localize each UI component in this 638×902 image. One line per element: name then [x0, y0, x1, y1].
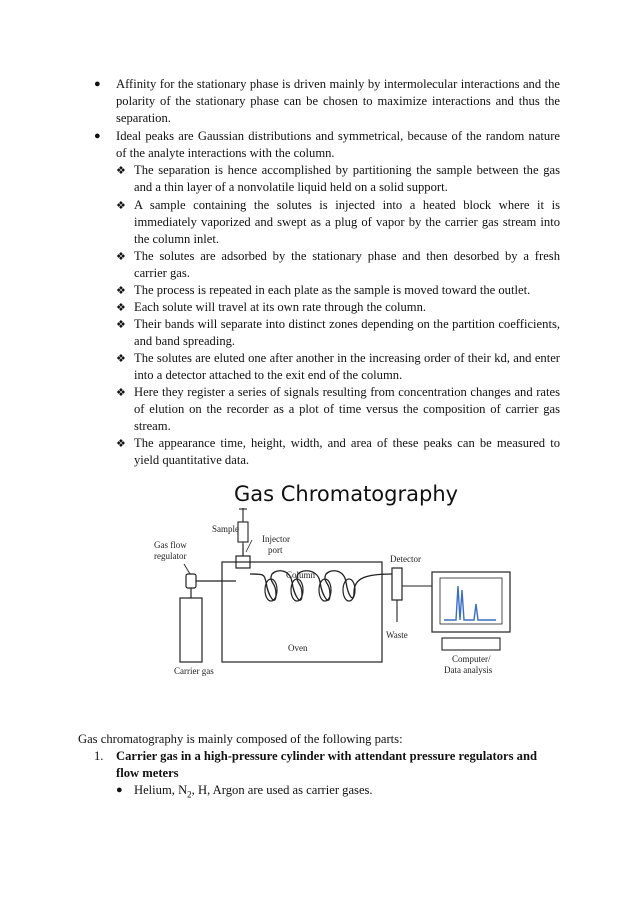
diamond-bullet-icon: ❖ — [116, 438, 126, 450]
sub-bullet-process-repeated: The process is repeated in each plate as the sample is moved toward the outlet. — [134, 283, 531, 297]
label-oven: Oven — [288, 643, 308, 653]
diamond-bullet-icon: ❖ — [116, 387, 126, 399]
diamond-bullet-icon: ❖ — [116, 251, 126, 263]
label-regulator: regulator — [154, 551, 187, 561]
diamond-bullet-icon: ❖ — [116, 165, 126, 177]
chromatogram-peaks — [444, 586, 496, 620]
bullet-ideal-peaks: Ideal peaks are Gaussian distributions and symmetrical, because of the random nature of the analyte interactions with the column. — [116, 129, 560, 161]
label-data-analysis: Data analysis — [444, 665, 493, 675]
label-injector: Injector — [262, 534, 290, 544]
sub-bullet-adsorbed: The solutes are adsorbed by the stationary phase and then desorbed by a fresh carrier gas. — [134, 249, 560, 281]
carrier-gases-suffix: , H, Argon are used as carrier gases. — [191, 783, 373, 797]
label-port: port — [268, 545, 283, 555]
syringe-icon — [238, 522, 248, 542]
sub-bullet-bands: Their bands will separate into distinct zones depending on the partition coefficients, and band spreading. — [134, 317, 560, 349]
diamond-bullet-icon: ❖ — [116, 353, 126, 365]
bullet-marker: ● — [94, 130, 101, 142]
subscript-2: 2 — [187, 789, 192, 800]
computer-keyboard — [442, 638, 500, 650]
sub-bullet-separation: The separation is hence accomplished by partitioning the sample between the gas and a thin layer of a nonvolatile liquid held on a solid support. — [134, 163, 560, 195]
bullet-marker: ● — [94, 78, 101, 90]
sub-bullet-eluted: The solutes are eluted one after another in the increasing order of their kd, and enter into a detector attached to the exit end of the column. — [134, 351, 560, 383]
carrier-gases-prefix: Helium, N — [134, 783, 188, 797]
bullet-affinity: Affinity for the stationary phase is driven mainly by intermolecular interactions and the polarity of the stationary phase can be chosen to maximize interactions and thus the separation. — [116, 77, 560, 126]
sub-bullet-sample-injected: A sample containing the solutes is injected into a heated block where it is immediately vaporized and swept as a plug of vapor by the carrier gas stream into the column inlet. — [134, 198, 560, 247]
numbered-item-line2: flow meters — [116, 766, 179, 780]
label-sample: Sample — [212, 524, 239, 534]
computer-monitor — [432, 572, 510, 632]
gas-chromatography-diagram — [140, 478, 520, 690]
label-detector: Detector — [390, 554, 421, 564]
label-waste: Waste — [386, 630, 408, 640]
diamond-bullet-icon: ❖ — [116, 319, 126, 331]
diamond-bullet-icon: ❖ — [116, 285, 126, 297]
intro-text: Gas chromatography is mainly composed of the following parts: — [78, 732, 403, 746]
label-carrier-gas: Carrier gas — [174, 666, 214, 676]
column-coil — [250, 571, 392, 601]
sub-bullet-each-solute: Each solute will travel at its own rate through the column. — [134, 300, 427, 314]
detector-box — [392, 568, 402, 600]
sub-bullet-signals: Here they register a series of signals resulting from concentration changes and rates of elution on the recorder as a plot of time versus the composition of carrier gas stream. — [134, 385, 560, 434]
label-gas-flow: Gas flow — [154, 540, 187, 550]
gas-flow-regulator — [186, 574, 196, 588]
bullet-marker: ● — [116, 784, 123, 796]
label-computer: Computer/ — [452, 654, 491, 664]
carrier-gas-cylinder — [180, 598, 202, 662]
diamond-bullet-icon: ❖ — [116, 302, 126, 314]
bullet-carrier-gases — [134, 782, 373, 804]
sub-bullet-appearance: The appearance time, height, width, and area of these peaks can be measured to yield quantitative data. — [134, 436, 560, 468]
label-column: Column — [286, 570, 316, 580]
figure-title: Gas Chromatography — [234, 482, 459, 506]
diamond-bullet-icon: ❖ — [116, 200, 126, 212]
numbered-item-line1: Carrier gas in a high-pressure cylinder with attendant pressure regulators and — [116, 749, 537, 763]
list-number: 1. — [94, 749, 104, 763]
